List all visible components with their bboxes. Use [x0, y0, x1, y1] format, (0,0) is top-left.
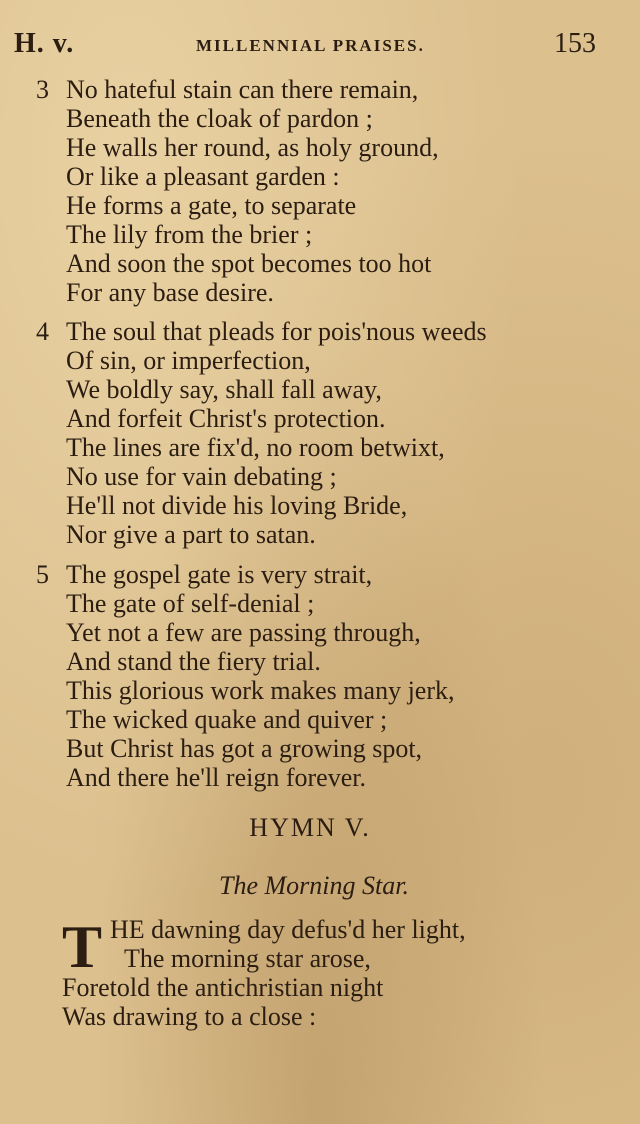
- stanza-5: [36, 560, 616, 792]
- verse-line: We boldly say, shall fall away,: [66, 375, 382, 404]
- verse-line: Yet not a few are passing through,: [66, 618, 421, 647]
- verse-line: But Christ has got a growing spot,: [66, 734, 423, 763]
- running-header: [14, 28, 596, 62]
- verse-line: Of sin, or imperfection,: [66, 346, 311, 375]
- verse-line: This glorious work makes many jerk,: [66, 676, 455, 705]
- stanza-3: [36, 75, 616, 307]
- header-title: MILLENNIAL PRAISES.: [196, 36, 425, 55]
- verse-line: HE dawning day defus'd her light,: [110, 915, 466, 944]
- verse-line: He forms a gate, to separate: [66, 191, 357, 220]
- verse-line: No use for vain debating ;: [66, 462, 337, 491]
- verse-line: The lily from the brier ;: [66, 220, 313, 249]
- verse-line: And forfeit Christ's protection.: [66, 404, 386, 433]
- header-hymn-ref: H. v.: [14, 28, 75, 59]
- verse-line: The lines are fix'd, no room betwixt,: [66, 433, 445, 462]
- hymn-title: HYMN V.: [249, 813, 371, 842]
- verse-line: And soon the spot becomes too hot: [66, 249, 432, 278]
- verse-line: And there he'll reign forever.: [66, 763, 366, 792]
- stanza-number: 5: [36, 560, 49, 589]
- verse-line: The soul that pleads for pois'nous weeds: [66, 317, 487, 346]
- verse-line: The morning star arose,: [124, 944, 371, 973]
- verse-line: Was drawing to a close :: [62, 1002, 317, 1031]
- hymn-stanza-1: [62, 915, 622, 1031]
- stanza-4: [36, 317, 616, 549]
- verse-line: Or like a pleasant garden :: [66, 162, 340, 191]
- verse-line: Beneath the cloak of pardon ;: [66, 104, 373, 133]
- hymn-subtitle: The Morning Star.: [219, 871, 409, 900]
- verse-line: Nor give a part to satan.: [66, 520, 316, 549]
- verse-line: And stand the fiery trial.: [66, 647, 321, 676]
- stanza-number: 3: [36, 75, 49, 104]
- verse-line: Foretold the antichristian night: [62, 973, 384, 1002]
- verse-line: The gate of self-denial ;: [66, 589, 315, 618]
- verse-line: He'll not divide his loving Bride,: [66, 491, 408, 520]
- verse-line: No hateful stain can there remain,: [66, 75, 419, 104]
- verse-line: For any base desire.: [66, 278, 274, 307]
- verse-line: He walls her round, as holy ground,: [66, 133, 439, 162]
- drop-cap: T: [62, 914, 103, 980]
- page-number: 153: [554, 28, 596, 59]
- stanza-number: 4: [36, 317, 49, 346]
- verse-line: The gospel gate is very strait,: [66, 560, 373, 589]
- verse-line: The wicked quake and quiver ;: [66, 705, 388, 734]
